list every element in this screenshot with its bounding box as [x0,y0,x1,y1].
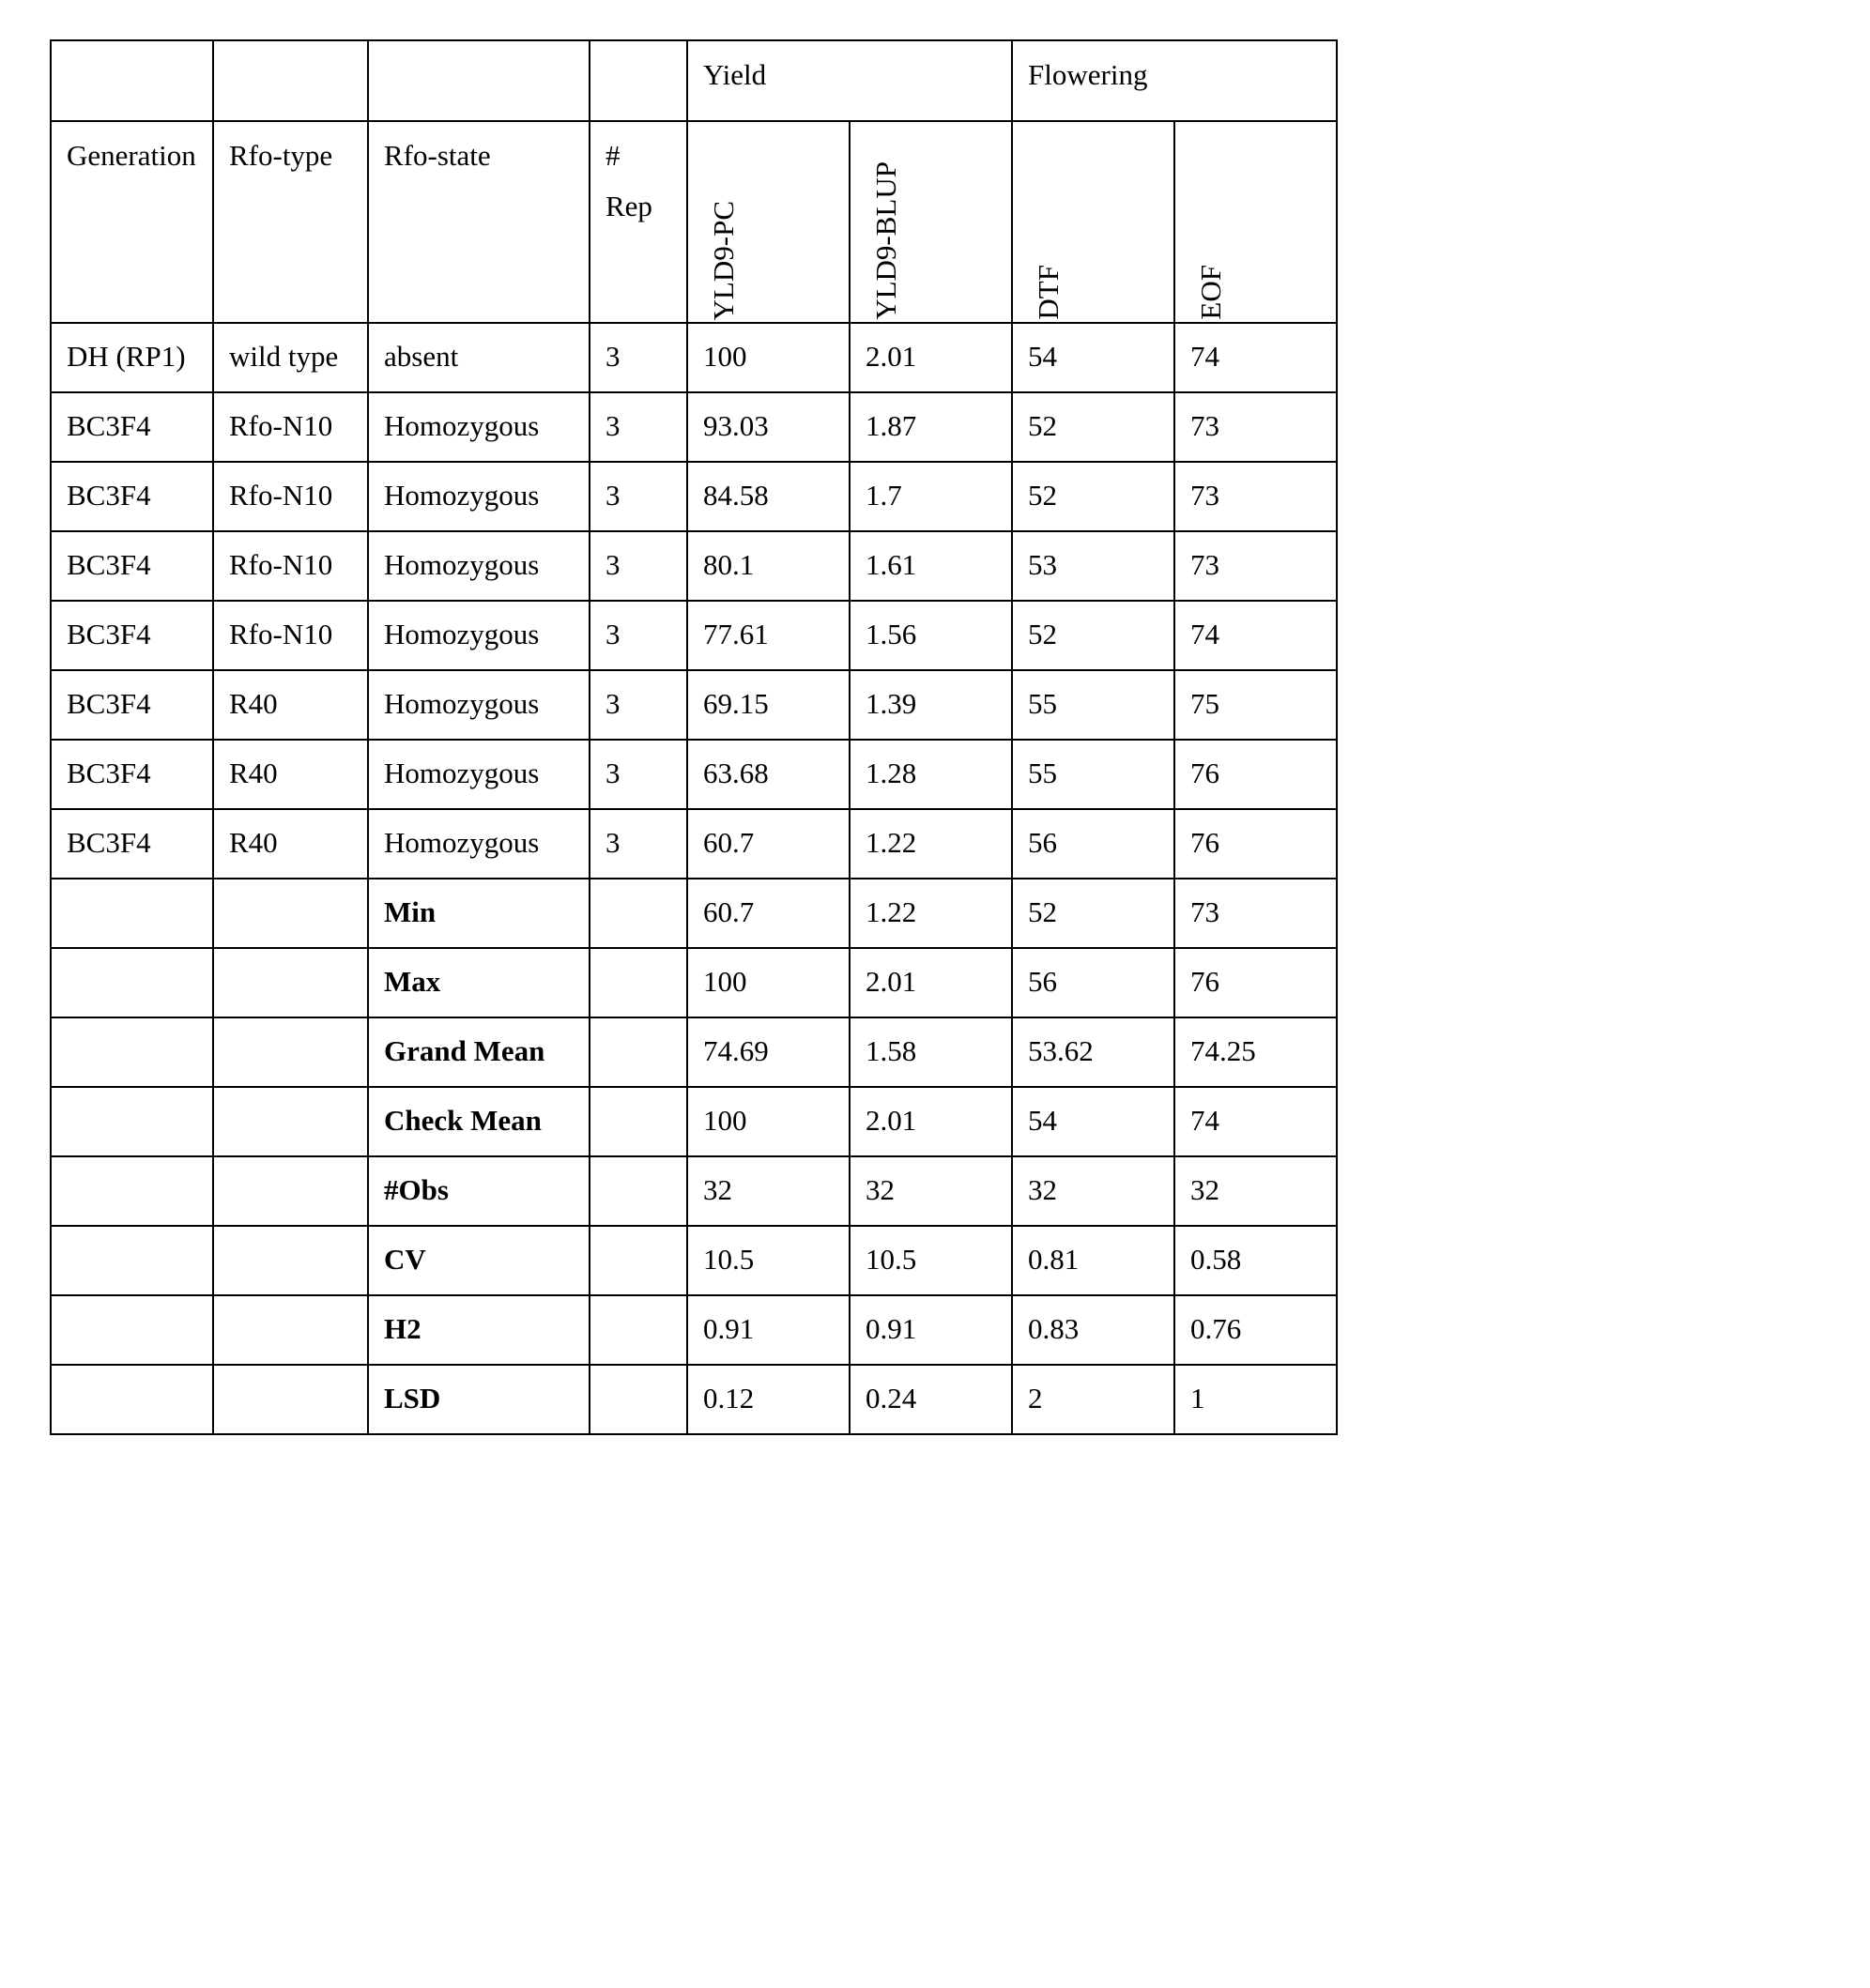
cell-rfo-type: R40 [213,740,368,809]
table-row [51,462,1337,531]
cell-rfo-state: Homozygous [368,740,590,809]
cell-dtf: 52 [1012,462,1174,531]
cell-generation: BC3F4 [51,462,213,531]
cell-rfo-state: Homozygous [368,392,590,462]
cell-dtf: 56 [1012,948,1174,1017]
cell-dtf: 52 [1012,392,1174,462]
cell-generation: DH (RP1) [51,323,213,392]
stats-row-grand-mean [51,1017,1337,1087]
empty-header-cell [368,40,590,121]
table-row [51,601,1337,670]
cell-yld9-pc: 32 [687,1156,850,1226]
table-row [51,323,1337,392]
table-row [51,531,1337,601]
cell-dtf: 56 [1012,809,1174,879]
cell-yld9-blup: 1.58 [850,1017,1012,1087]
cell-yld9-pc: 69.15 [687,670,850,740]
empty-cell [590,879,687,948]
stat-label: H2 [368,1295,590,1365]
group-header-row [51,40,1337,121]
empty-cell [213,948,368,1017]
cell-dtf: 54 [1012,1087,1174,1156]
cell-yld9-pc: 100 [687,948,850,1017]
empty-cell [590,1087,687,1156]
cell-rep: 3 [590,531,687,601]
empty-cell [213,1017,368,1087]
cell-yld9-blup: 1.87 [850,392,1012,462]
cell-yld9-blup: 0.24 [850,1365,1012,1434]
cell-eof: 73 [1174,392,1337,462]
column-header-row [51,121,1337,323]
cell-yld9-pc: 77.61 [687,601,850,670]
cell-rfo-state: Homozygous [368,601,590,670]
cell-eof: 74.25 [1174,1017,1337,1087]
cell-yld9-blup: 2.01 [850,1087,1012,1156]
cell-rfo-state: Homozygous [368,462,590,531]
column-header-rfo-state-label: Rfo-state [384,139,491,172]
cell-eof: 76 [1174,809,1337,879]
cell-rfo-state: Homozygous [368,531,590,601]
cell-eof: 0.58 [1174,1226,1337,1295]
cell-rfo-type: Rfo-N10 [213,462,368,531]
empty-cell [51,1226,213,1295]
cell-yld9-blup: 1.39 [850,670,1012,740]
cell-eof: 73 [1174,879,1337,948]
empty-cell [51,1017,213,1087]
empty-cell [51,948,213,1017]
cell-yld9-blup: 1.22 [850,879,1012,948]
cell-yld9-pc: 60.7 [687,879,850,948]
cell-yld9-pc: 60.7 [687,809,850,879]
cell-yld9-blup: 1.56 [850,601,1012,670]
cell-eof: 75 [1174,670,1337,740]
cell-dtf: 0.83 [1012,1295,1174,1365]
cell-yld9-blup: 2.01 [850,948,1012,1017]
stat-label: CV [368,1226,590,1295]
cell-yld9-pc: 74.69 [687,1017,850,1087]
stat-label: #Obs [368,1156,590,1226]
empty-header-cell [51,40,213,121]
stats-row-max [51,948,1337,1017]
empty-cell [590,1365,687,1434]
stats-row-check-mean [51,1087,1337,1156]
cell-eof: 74 [1174,323,1337,392]
empty-cell [590,948,687,1017]
cell-rfo-state: absent [368,323,590,392]
cell-dtf: 0.81 [1012,1226,1174,1295]
cell-generation: BC3F4 [51,809,213,879]
table-row [51,392,1337,462]
empty-cell [590,1017,687,1087]
cell-rfo-type: R40 [213,670,368,740]
cell-eof: 0.76 [1174,1295,1337,1365]
empty-cell [213,1295,368,1365]
stats-row-lsd [51,1365,1337,1434]
cell-dtf: 2 [1012,1365,1174,1434]
stats-row-min [51,879,1337,948]
stats-row-h2 [51,1295,1337,1365]
cell-yld9-pc: 80.1 [687,531,850,601]
column-header-dtf-label: DTF [1032,265,1065,320]
group-header-flowering-label: Flowering [1028,58,1148,91]
cell-generation: BC3F4 [51,670,213,740]
data-table-container [50,39,1338,1435]
cell-rep: 3 [590,740,687,809]
cell-rfo-type: Rfo-N10 [213,531,368,601]
empty-cell [213,1226,368,1295]
group-header-yield-label: Yield [703,58,767,91]
empty-cell [213,1087,368,1156]
cell-eof: 1 [1174,1365,1337,1434]
column-header-rep-line2: Rep [605,190,652,223]
cell-rep: 3 [590,462,687,531]
column-header-rfo-type [213,121,368,323]
cell-yld9-pc: 100 [687,323,850,392]
empty-cell [213,1365,368,1434]
cell-yld9-pc: 93.03 [687,392,850,462]
cell-generation: BC3F4 [51,531,213,601]
column-header-yld9-blup-label: YLD9-BLUP [869,161,902,320]
cell-rep: 3 [590,670,687,740]
column-header-yld9-pc-label: YLD9-PC [707,200,740,320]
cell-yld9-blup: 32 [850,1156,1012,1226]
table-row [51,740,1337,809]
cell-yld9-pc: 10.5 [687,1226,850,1295]
empty-cell [213,879,368,948]
empty-cell [590,1156,687,1226]
cell-dtf: 52 [1012,879,1174,948]
cell-yld9-pc: 84.58 [687,462,850,531]
cell-yld9-blup: 1.22 [850,809,1012,879]
cell-yld9-pc: 0.12 [687,1365,850,1434]
column-header-rep [590,121,687,323]
cell-eof: 76 [1174,740,1337,809]
table-row [51,809,1337,879]
stat-label: Grand Mean [368,1017,590,1087]
cell-dtf: 55 [1012,740,1174,809]
table-row [51,670,1337,740]
cell-yld9-blup: 1.61 [850,531,1012,601]
cell-generation: BC3F4 [51,392,213,462]
empty-header-cell [590,40,687,121]
cell-generation: BC3F4 [51,601,213,670]
stats-row-obs [51,1156,1337,1226]
cell-eof: 74 [1174,601,1337,670]
cell-dtf: 54 [1012,323,1174,392]
cell-rep: 3 [590,601,687,670]
cell-eof: 73 [1174,531,1337,601]
empty-cell [590,1226,687,1295]
empty-header-cell [213,40,368,121]
empty-cell [51,1295,213,1365]
cell-eof: 32 [1174,1156,1337,1226]
column-header-rfo-type-label: Rfo-type [229,139,333,172]
cell-rfo-type: Rfo-N10 [213,601,368,670]
empty-cell [51,1365,213,1434]
cell-rfo-type: R40 [213,809,368,879]
empty-cell [213,1156,368,1226]
column-header-generation [51,121,213,323]
empty-cell [51,879,213,948]
cell-rfo-type: Rfo-N10 [213,392,368,462]
cell-yld9-pc: 0.91 [687,1295,850,1365]
cell-dtf: 32 [1012,1156,1174,1226]
cell-eof: 74 [1174,1087,1337,1156]
column-header-rep-line1: # [605,139,621,172]
cell-eof: 73 [1174,462,1337,531]
cell-rep: 3 [590,323,687,392]
yield-flowering-table [50,39,1338,1435]
column-header-generation-label: Generation [67,139,196,172]
group-header-yield [687,40,1012,121]
stat-label: LSD [368,1365,590,1434]
stat-label: Min [368,879,590,948]
cell-rep: 3 [590,809,687,879]
cell-eof: 76 [1174,948,1337,1017]
cell-generation: BC3F4 [51,740,213,809]
stats-row-cv [51,1226,1337,1295]
cell-yld9-pc: 63.68 [687,740,850,809]
cell-dtf: 53.62 [1012,1017,1174,1087]
cell-dtf: 52 [1012,601,1174,670]
column-header-yld9-pc [687,121,850,323]
cell-yld9-blup: 1.28 [850,740,1012,809]
cell-rfo-state: Homozygous [368,670,590,740]
empty-cell [51,1156,213,1226]
cell-dtf: 53 [1012,531,1174,601]
cell-yld9-blup: 1.7 [850,462,1012,531]
cell-rfo-type: wild type [213,323,368,392]
column-header-eof-label: EOF [1194,265,1228,320]
cell-yld9-blup: 0.91 [850,1295,1012,1365]
empty-cell [51,1087,213,1156]
stat-label: Check Mean [368,1087,590,1156]
cell-yld9-pc: 100 [687,1087,850,1156]
cell-dtf: 55 [1012,670,1174,740]
column-header-dtf [1012,121,1174,323]
cell-yld9-blup: 2.01 [850,323,1012,392]
cell-rfo-state: Homozygous [368,809,590,879]
cell-yld9-blup: 10.5 [850,1226,1012,1295]
column-header-yld9-blup [850,121,1012,323]
group-header-flowering [1012,40,1337,121]
cell-rep: 3 [590,392,687,462]
column-header-rfo-state [368,121,590,323]
empty-cell [590,1295,687,1365]
stat-label: Max [368,948,590,1017]
column-header-eof [1174,121,1337,323]
